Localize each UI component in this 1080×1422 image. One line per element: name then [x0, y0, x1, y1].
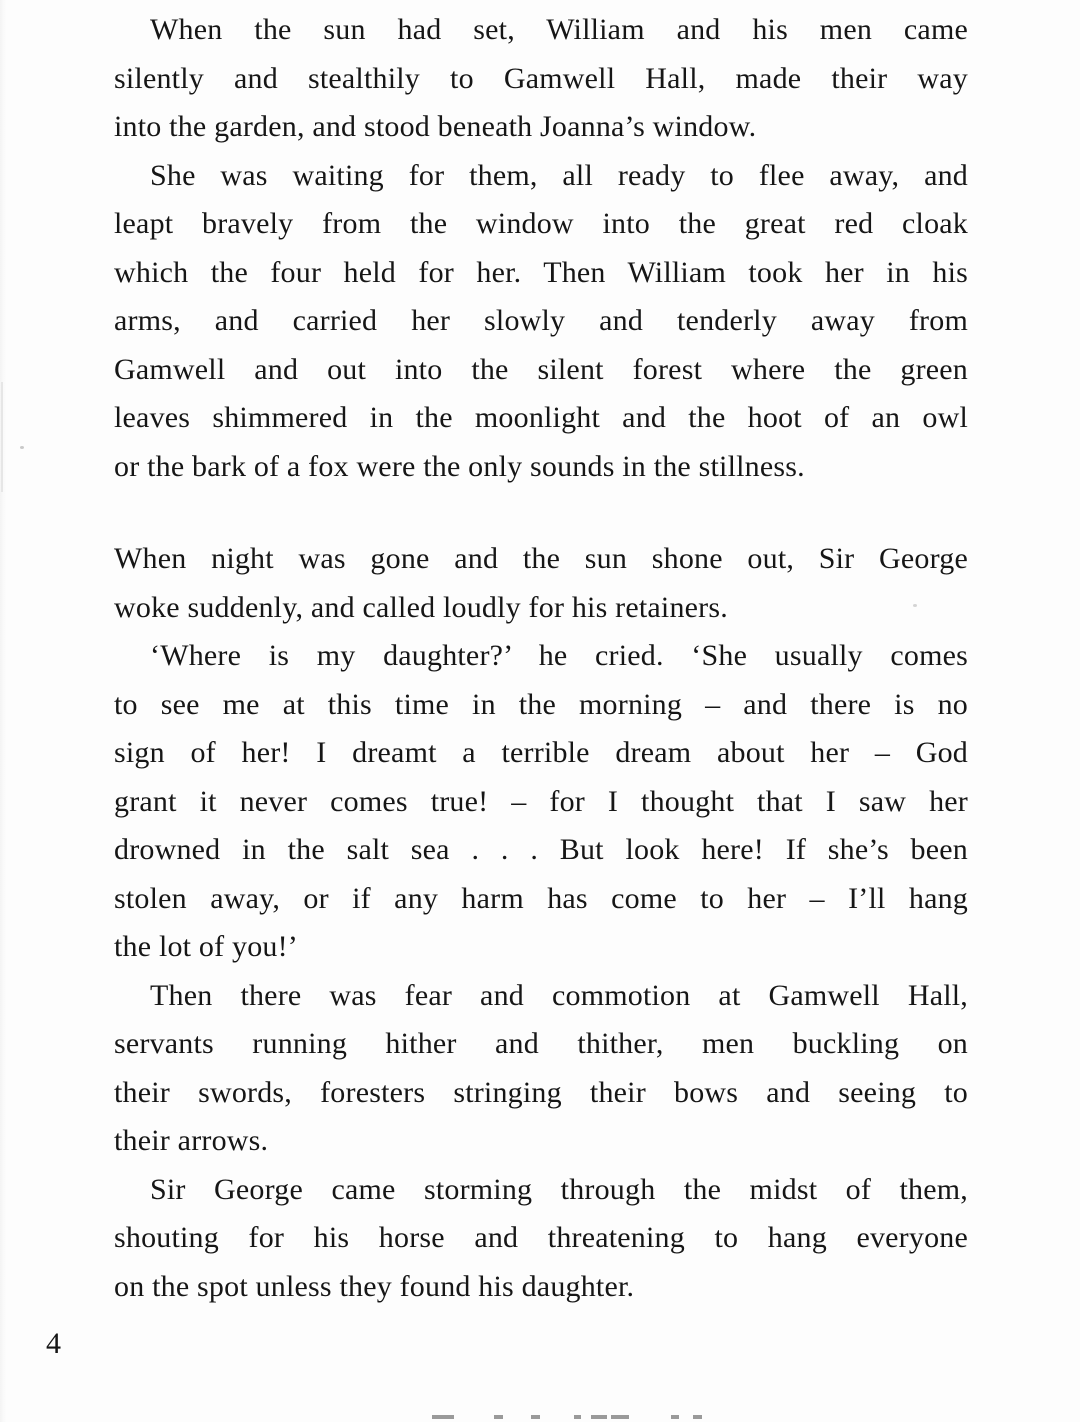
- text-line: arms, and carried her slowly and tenderly away from: [114, 304, 968, 337]
- text-line: leaves shimmered in the moonlight and the hoot of an owl: [114, 401, 968, 434]
- text-line: drowned in the salt sea . . . But look here! If she’s been: [114, 833, 968, 866]
- scan-edge-shadow: [0, 0, 6, 1422]
- text-line: their swords, foresters stringing their bows and seeing to: [114, 1075, 968, 1109]
- text-line: servants running hither and thither, men buckling on: [114, 1027, 968, 1060]
- text-line: to see me at this time in the morning – and there is no: [114, 687, 968, 721]
- text-line: sign of her! I dreamt a terrible dream about her – God: [114, 736, 968, 769]
- paragraph: [114, 1166, 968, 1312]
- body-text: [114, 6, 968, 1311]
- text-line: stolen away, or if any harm has come to her – I’ll hang: [114, 881, 968, 915]
- text-line: the lot of you!’: [114, 930, 298, 963]
- paragraph: [114, 6, 968, 152]
- text-line: Then there was fear and commotion at Gamwell Hall,: [150, 978, 968, 1012]
- text-line: or the bark of a fox were the only sounds in the stillness.: [114, 449, 805, 483]
- text-line: ‘Where is my daughter?’ he cried. ‘She usually comes: [150, 639, 968, 672]
- page-number: 4: [46, 1327, 61, 1360]
- text-line: When the sun had set, William and his men came: [150, 13, 968, 46]
- text-line: their arrows.: [114, 1124, 269, 1157]
- text-line: woke suddenly, and called loudly for his retainers.: [114, 590, 728, 624]
- paragraph: [114, 972, 968, 1166]
- text-line: grant it never comes true! – for I thought that I saw her: [114, 784, 968, 818]
- text-line: Sir George came storming through the midst of them,: [150, 1172, 968, 1206]
- paragraph: [114, 152, 968, 492]
- text-line: which the four held for her. Then William took her in his: [114, 255, 968, 289]
- scan-edge-artifact: [1, 382, 3, 492]
- text-line: on the spot unless they found his daughter.: [114, 1269, 635, 1303]
- text-line: She was waiting for them, all ready to flee away, and: [150, 158, 968, 192]
- text-line: leapt bravely from the window into the great red cloak: [114, 207, 968, 240]
- text-line: When night was gone and the sun shone out, Sir George: [114, 542, 968, 575]
- scan-speck: [20, 446, 24, 449]
- text-line: silently and stealthily to Gamwell Hall, made their way: [114, 61, 968, 95]
- cutoff-text-fragment: [432, 1415, 762, 1420]
- paragraph: [114, 632, 968, 972]
- text-line: Gamwell and out into the silent forest where the green: [114, 352, 968, 386]
- text-line: shouting for his horse and threatening to hang everyone: [114, 1221, 968, 1254]
- text-line: into the garden, and stood beneath Joanna’s window.: [114, 110, 757, 143]
- paragraph: [114, 535, 968, 632]
